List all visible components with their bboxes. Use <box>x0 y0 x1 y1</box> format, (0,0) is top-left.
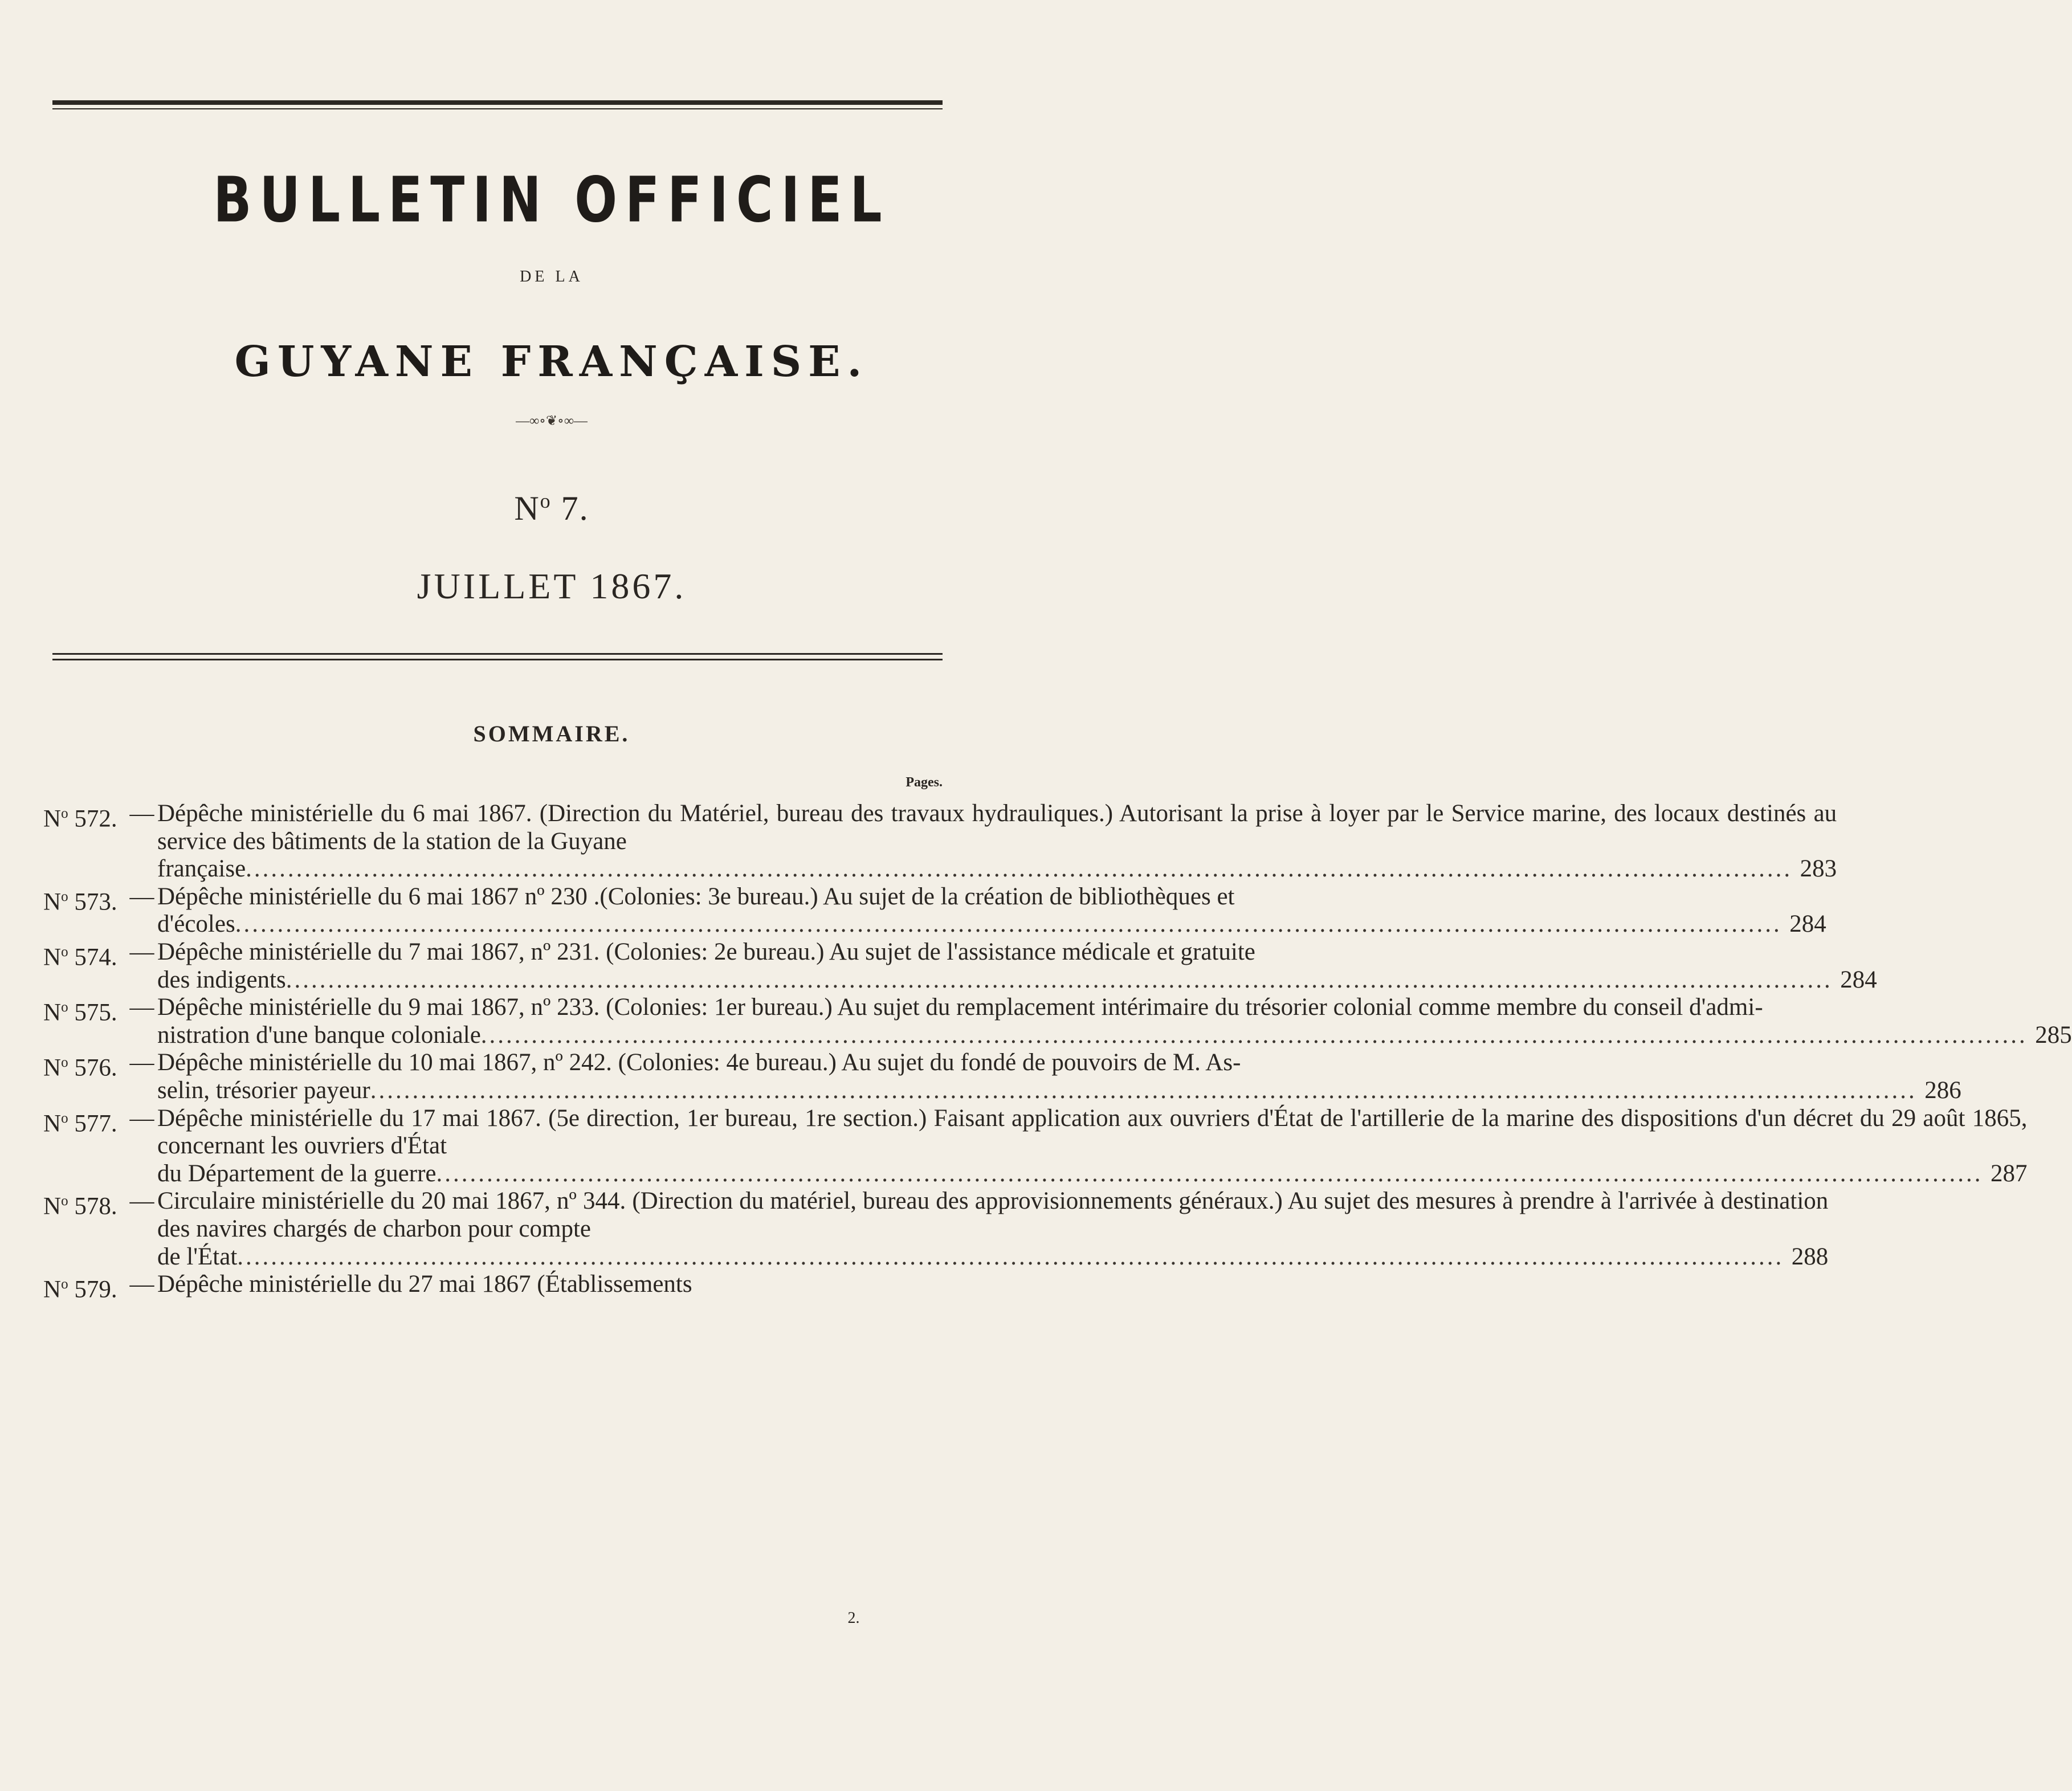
entry-number-value: 572. <box>74 805 117 833</box>
entry-prefix: N <box>43 1276 62 1303</box>
entry-body <box>157 1105 2027 1188</box>
entry-prefix: N <box>43 1054 62 1082</box>
entry-last-line <box>157 1243 1828 1271</box>
entry-prefix: N <box>43 888 62 916</box>
pages-label: Pages. <box>906 775 943 790</box>
entry-page: 285 <box>2035 1021 2072 1049</box>
entry-number <box>43 1049 127 1082</box>
sommaire-entries <box>43 800 2072 1304</box>
entry-text: Dépêche ministérielle du 7 mai 1867, nº 231. (Colonies: 2e bureau.) Au sujet de l'assistance médicale et gratuite <box>157 938 1255 965</box>
entry-dash: — <box>129 938 154 965</box>
leader-dots <box>481 1022 2028 1050</box>
entry-body <box>157 939 1877 994</box>
sommaire-entry <box>43 1271 949 1304</box>
leader-dots <box>237 1243 1784 1271</box>
issue-sup: o <box>540 489 552 512</box>
title-guyane-francaise: GUYANE FRANÇAISE. <box>234 337 869 386</box>
entry-number <box>43 1271 127 1304</box>
entry-text: Circulaire ministérielle du 20 mai 1867, nº 344. (Direction du matériel, bureau des approvisionnements généraux.) Au sujet des mesures à prendre à l'arrivée à destination des navires chargés de charbon pour compte <box>157 1188 1829 1242</box>
sommaire-entry <box>43 883 1826 939</box>
entry-dash: — <box>129 1271 154 1298</box>
entry-number-value: 576. <box>74 1054 117 1082</box>
entry-text: Dépêche ministérielle du 27 mai 1867 (Établissements <box>157 1271 692 1298</box>
issue-value: 7. <box>551 489 589 527</box>
entry-last-line <box>157 1160 2027 1188</box>
entry-prefix: N <box>43 999 62 1026</box>
entry-last-line <box>157 1077 1961 1105</box>
entry-dash: — <box>129 1104 154 1132</box>
entry-number <box>43 939 127 972</box>
entry-last-text: des indigents <box>157 966 286 993</box>
entry-prefix: N <box>43 805 62 833</box>
issue-prefix: N <box>514 489 540 527</box>
ornament-divider: —∞∘❦∘∞— <box>516 414 588 429</box>
entry-prefix-sup: o <box>61 1055 68 1071</box>
entry-prefix-sup: o <box>61 999 68 1015</box>
entry-prefix-sup: o <box>61 944 68 960</box>
entry-body <box>157 1188 1828 1271</box>
entry-number <box>43 800 127 833</box>
entry-number-value: 573. <box>74 888 117 916</box>
entry-page: 283 <box>1800 855 1837 883</box>
entry-text: Dépêche ministérielle du 10 mai 1867, nº 242. (Colonies: 4e bureau.) Au sujet du fondé de pouvoirs de M. As- <box>157 1049 1241 1076</box>
entry-last-text: selin, trésorier payeur <box>157 1076 370 1104</box>
entry-last-text: française <box>157 855 246 883</box>
entry-text: Dépêche ministérielle du 17 mai 1867. (5e direction, 1er bureau, 1re section.) Faisant application aux ouvriers d'État de l'artillerie de la marine des dispositions d'un décret du 29 août 1865, concernant les ouvriers d'État <box>157 1104 2028 1160</box>
entry-prefix: N <box>43 1193 62 1220</box>
sommaire-entry <box>43 938 1877 994</box>
sommaire-entry <box>43 800 1837 883</box>
entry-text: Dépêche ministérielle du 6 mai 1867. (Direction du Matériel, bureau des travaux hydrauliques.) Autorisant la prise à loyer par le Service marine, des locaux destinés au service des bâtiments de la station de la Guyane <box>157 800 1837 855</box>
leader-dots <box>370 1077 1917 1105</box>
entry-number-value: 578. <box>74 1193 117 1220</box>
entry-number-value: 577. <box>74 1109 117 1137</box>
title-de-la: DE LA <box>520 268 584 285</box>
entry-text: Dépêche ministérielle du 9 mai 1867, nº 233. (Colonies: 1er bureau.) Au sujet du remplacement intérimaire du trésorier colonial comme membre du conseil d'admi- <box>157 994 1763 1021</box>
entry-last-line <box>157 966 1877 994</box>
entry-last-text: d'écoles <box>157 911 235 938</box>
entry-last-text: du Département de la guerre <box>157 1160 437 1187</box>
leader-dots <box>235 911 1782 939</box>
entry-body <box>157 883 1826 939</box>
entry-page: 286 <box>1924 1076 1961 1104</box>
entry-last-line <box>157 855 1837 883</box>
entry-prefix: N <box>43 944 62 971</box>
top-rule <box>52 100 943 105</box>
entry-number <box>43 994 127 1027</box>
entry-last-text: de l'État <box>157 1243 238 1270</box>
leader-dots <box>246 855 1792 883</box>
page-folio: 2. <box>847 1609 860 1627</box>
sommaire-entry <box>43 994 2072 1049</box>
entry-body <box>157 1271 949 1299</box>
entry-prefix-sup: o <box>61 806 68 821</box>
entry-last-text: nistration d'une banque coloniale <box>157 1021 481 1049</box>
sommaire-heading: SOMMAIRE. <box>473 721 630 746</box>
entry-prefix-sup: o <box>61 1110 68 1126</box>
entry-dash: — <box>129 1049 154 1076</box>
title-bulletin-officiel: BULLETIN OFFICIEL <box>213 163 890 236</box>
entry-dash: — <box>129 994 154 1021</box>
entry-last-line <box>157 911 1826 939</box>
entry-number <box>43 883 127 916</box>
top-rule-thin <box>52 108 943 109</box>
sommaire-entry <box>43 1188 1829 1271</box>
entry-last-line <box>157 1022 2072 1050</box>
mid-rule-2 <box>52 659 943 660</box>
entry-page: 288 <box>1791 1243 1829 1270</box>
entry-text: Dépêche ministérielle du 6 mai 1867 nº 230 .(Colonies: 3e bureau.) Au sujet de la création de bibliothèques et <box>157 883 1235 910</box>
leader-dots <box>286 966 1833 994</box>
issue-number <box>0 489 1103 528</box>
sommaire-entry <box>43 1049 1961 1104</box>
entry-prefix-sup: o <box>61 1193 68 1209</box>
issue-date: JUILLET 1867. <box>417 566 687 606</box>
entry-dash: — <box>129 800 154 827</box>
entry-number <box>43 1188 127 1221</box>
entry-dash: — <box>129 883 154 910</box>
leader-dots <box>436 1160 1983 1188</box>
sommaire-entry <box>43 1104 2028 1188</box>
entry-dash: — <box>129 1188 154 1215</box>
entry-body <box>157 1049 1961 1104</box>
entry-body <box>157 994 2072 1049</box>
mid-rule-1 <box>52 653 943 655</box>
entry-prefix-sup: o <box>61 888 68 904</box>
entry-page: 284 <box>1789 911 1826 938</box>
entry-number-value: 579. <box>74 1276 117 1303</box>
entry-number <box>43 1105 127 1138</box>
entry-prefix: N <box>43 1109 62 1137</box>
entry-body <box>157 800 1837 883</box>
entry-number-value: 575. <box>74 999 117 1026</box>
entry-number-value: 574. <box>74 944 117 971</box>
entry-page: 284 <box>1840 966 1877 993</box>
entry-page: 287 <box>1990 1160 2028 1187</box>
entry-prefix-sup: o <box>61 1276 68 1292</box>
